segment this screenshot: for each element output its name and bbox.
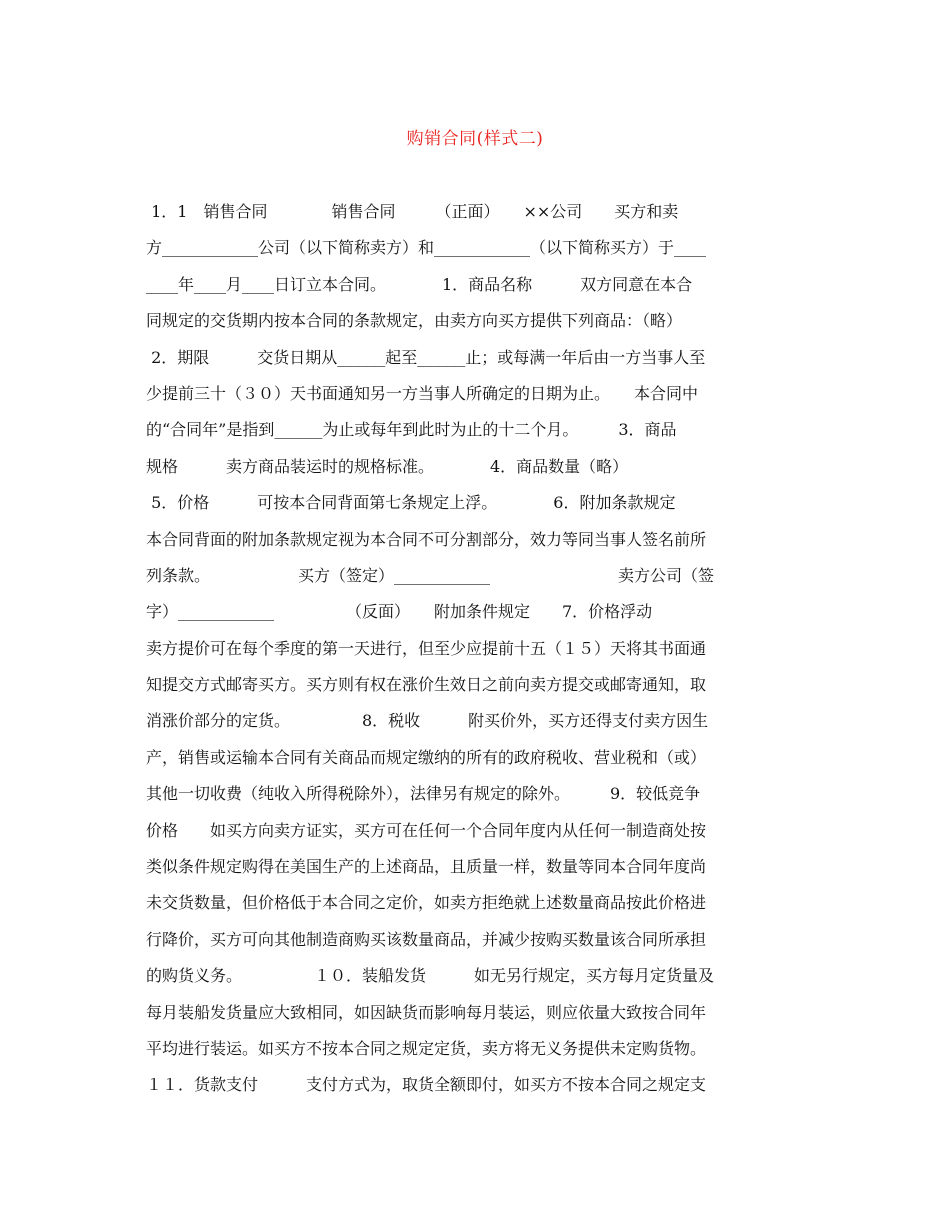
body-line: 每月装船发货量应大致相同，如因缺货而影响每月装运，则应依量大致按合同年 bbox=[146, 1002, 707, 1022]
body-line: 1．1 销售合同 销售合同 （正面） ××公司 买方和卖 bbox=[146, 202, 679, 221]
body-line: 其他一切收费（纯收入所得税除外），法律另有规定的除外。 9．较低竞争 bbox=[146, 784, 701, 804]
body-line: 的购货义务。 １０．装船发货 如无另行规定，买方每月定货量及 bbox=[146, 966, 715, 986]
body-line: 未交货数量，但价格低于本合同之定价，如卖方拒绝就上述数量商品按此价格进 bbox=[146, 893, 707, 913]
body-line: ____年____月____日订立本合同。 1．商品名称 双方同意在本合 bbox=[146, 274, 693, 294]
body-line: 卖方提价可在每个季度的第一天进行，但至少应提前十五（１５）天将其书面通 bbox=[146, 638, 707, 658]
body-line: 平均进行装运。如买方不按本合同之规定定货，卖方将无义务提供未定购货物。 bbox=[146, 1038, 707, 1058]
body-line: 方____________公司（以下简称卖方）和____________（以下简称买方）于____ bbox=[146, 238, 707, 258]
body-line: 本合同背面的附加条款规定视为本合同不可分割部分，效力等同当事人签名前所 bbox=[146, 529, 707, 549]
contract-body bbox=[146, 194, 800, 1104]
body-line: 同规定的交货期内按本合同的条款规定，由卖方向买方提供下列商品：（略） bbox=[146, 311, 683, 331]
body-line: 价格 如买方向卖方证实，买方可在任何一个合同年度内从任何一制造商处按 bbox=[146, 820, 707, 840]
body-line: １１．货款支付 支付方式为，取货全额即付，如买方不按本合同之规定支 bbox=[146, 1075, 707, 1095]
body-line: 类似条件规定购得在美国生产的上述商品，且质量一样，数量等同本合同年度尚 bbox=[146, 857, 707, 877]
body-line: 2．期限 交货日期从______起至______止；或每满一年后由一方当事人至 bbox=[146, 347, 706, 367]
body-line: 5．价格 可按本合同背面第七条规定上浮。 6．附加条款规定 bbox=[146, 493, 676, 513]
body-line: 列条款。 买方（签定）____________ 卖方公司（签 bbox=[146, 565, 715, 585]
body-line: 字）____________ （反面） 附加条件规定 7．价格浮动 bbox=[146, 602, 653, 622]
body-line: 产，销售或运输本合同有关商品而规定缴纳的所有的政府税收、营业税和（或） bbox=[146, 747, 707, 767]
document-title: 购销合同(样式二) bbox=[406, 129, 544, 149]
body-line: 的“合同年”是指到______为止或每年到此时为止的十二个月。 3．商品 bbox=[146, 420, 677, 440]
body-line: 消涨价部分的定货。 8．税收 附买价外，买方还得支付卖方因生 bbox=[146, 711, 709, 731]
body-line: 规格 卖方商品装运时的规格标准。 4．商品数量（略） bbox=[146, 456, 629, 476]
body-line: 少提前三十（３０）天书面通知另一方当事人所确定的日期为止。 本合同中 bbox=[146, 383, 699, 403]
body-line: 知提交方式邮寄买方。买方则有权在涨价生效日之前向卖方提交或邮寄通知，取 bbox=[146, 675, 707, 695]
body-line: 行降价，买方可向其他制造商购买该数量商品，并减少按购买数量该合同所承担 bbox=[146, 929, 707, 949]
